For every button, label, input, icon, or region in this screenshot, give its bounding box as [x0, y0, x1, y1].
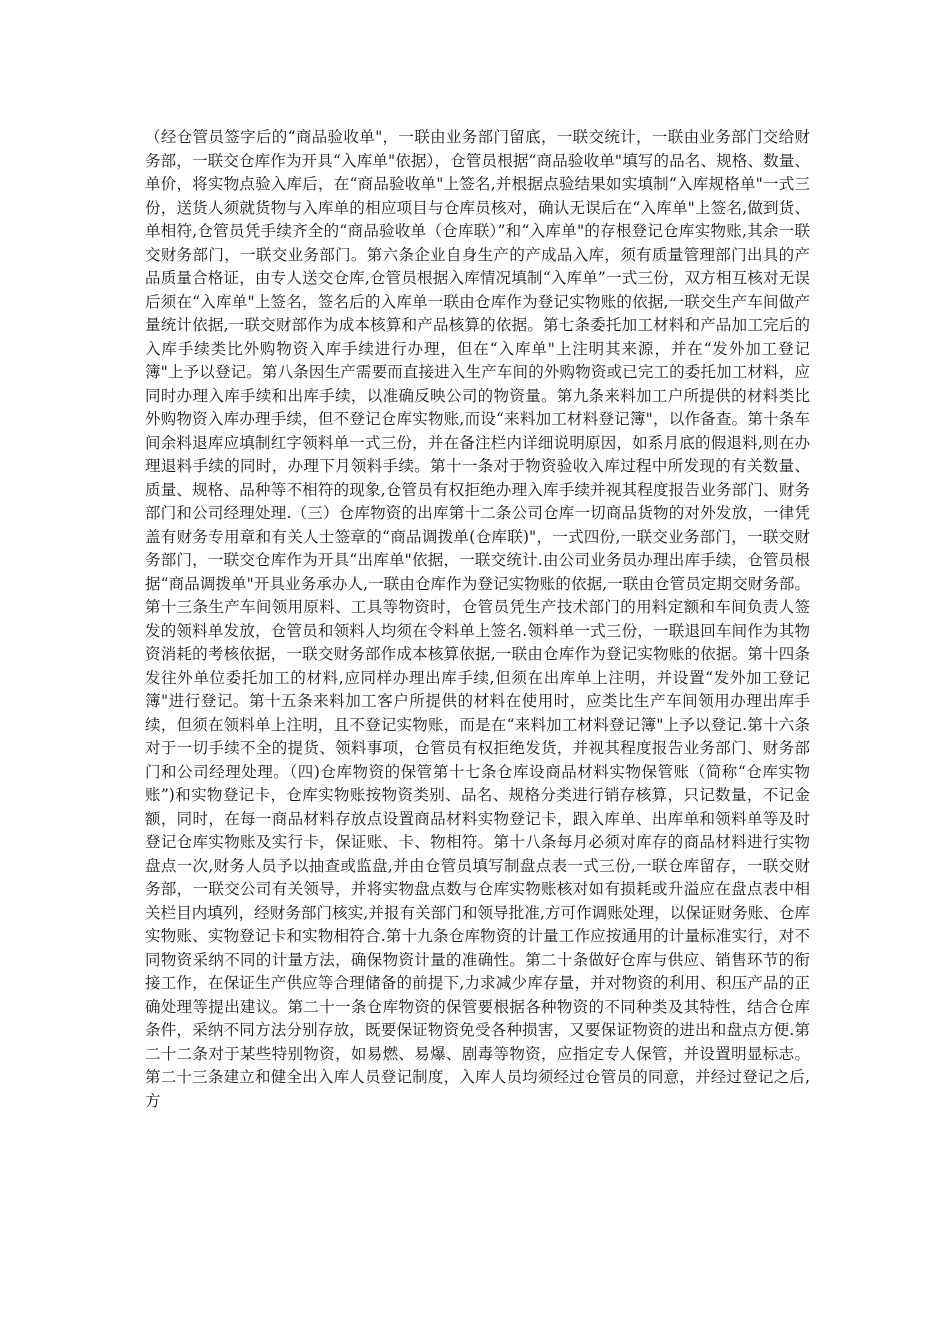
body-paragraph: （经仓管员签字后的“商品验收单"，一联由业务部门留底，一联交统计，一联由业务部门交给财务部，一联交仓库作为开具“入库单"依据），仓管员根据“商品验收单"填写的品名、规格、数量、单价，将实物点验入库后，在“商品验收单"上签名,并根据点验结果如实填制“入库规格单"一式三份，送货人须就货物与入库单的相应项目与仓库员核对，确认无误后在“入库单"上签名,做到货、单相符,仓管员凭手续齐全的“商品验收单（仓库联）”和“入库单"的存根登记仓库实物账,其余一联交财务部门，一联交业务部门。第六条企业自身生产的产成品入库，须有质量管理部门出具的产品质量合格证，由专人送交仓库,仓管员根据入库情况填制“入库单”一式三份，双方相互核对无误后须在“入库单"上签名，签名后的入库单一联由仓库作为登记实物账的依据,一联交生产车间做产量统计依据,一联交财部作为成本核算和产品核算的依据。第七条委托加工材料和产品加工完后的入库手续类比外购物资入库手续进行办理，但在“入库单"上注明其来源，并在“发外加工登记簿"上予以登记。第八条因生产需要而直接进入生产车间的外购物资或已完工的委托加工材料，应同时办理入库手续和出库手续，以准确反映公司的物资量。第九条来料加工户所提供的材料类比外购物资入库办理手续，但不登记仓库实物账,而设“来料加工材料登记簿"，以作备查。第十条车间余料退库应填制红字领料单一式三份，并在备注栏内详细说明原因，如系月底的假退料,则在办理退料手续的同时，办理下月领料手续。第十一条对于物资验收入库过程中所发现的有关数量、质量、规格、品种等不相符的现象,仓管员有权拒绝办理入库手续并视其程度报告业务部门、财务部门和公司经理处理.（三）仓库物资的出库第十二条公司仓库一切商品货物的对外发放，一律凭盖有财务专用章和有关人士签章的“商品调拨单(仓库联)"，一式四份,一联交业务部门，一联交财务部门，一联交仓库作为开具“出库单"依据，一联交统计.由公司业务员办理出库手续，仓管员根据“商品调拨单"开具业务承办人,一联由仓库作为登记实物账的依据,一联由仓管员定期交财务部。第十三条生产车间领用原料、工具等物资时，仓管员凭生产技术部门的用料定额和车间负责人签发的领料单发放，仓管员和领料人均须在令料单上签名.领料单一式三份，一联退回车间作为其物资消耗的考核依据，一联交财务部作成本核算依据,一联由仓库作为登记实物账的依据。第十四条发往外单位委托加工的材料,应同样办理出库手续,但须在出库单上注明，并设置“发外加工登记簿"进行登记。第十五条来料加工客户所提供的材料在使用时，应类比生产车间领用办理出库手续，但须在领料单上注明，且不登记实物账，而是在“来料加工材料登记簿"上予以登记.第十六条对于一切手续不全的提货、领料事项，仓管员有权拒绝发货，并视其程度报告业务部门、财务部门和公司经理处理。（四)仓库物资的保管第十七条仓库设商品材料实物保管账（简称“仓库实物账”)和实物登记卡，仓库实物账按物资类别、品名、规格分类进行销存核算，只记数量，不记金额，同时，在每一商品材料存放点设置商品材料实物登记卡，跟入库单、出库单和领料单等及时登记仓库实物账及实行卡，保证账、卡、物相符。第十八条每月必须对库存的商品材料进行实物盘点一次,财务人员予以抽查或监盘,并由仓管员填写制盘点表一式三份,一联仓库留存，一联交财务部，一联交公司有关领导，并将实物盘点数与仓库实物账核对如有损耗或升溢应在盘点表中相关栏目内填列，经财务部门核实,并报有关部门和领导批准,方可作调账处理，以保证财务账、仓库实物账、实物登记卡和实物相符合.第十九条仓库物资的计量工作应按通用的计量标准实行，对不同物资采纳不同的计量方法，确保物资计量的准确性。第二十条做好仓库与供应、销售环节的衔接工作，在保证生产供应等合理储备的前提下,力求减少库存量，并对物资的利用、积压产品的正确处理等提出建议。第二十一条仓库物资的保管要根据各种物资的不同种类及其特性，结合仓库条件，采纳不同方法分别存放，既要保证物资免受各种损害，又要保证物资的进出和盘点方便.第二十二条对于某些特别物资，如易燃、易爆、剧毒等物资，应指定专人保管，并设置明显标志。第二十三条建立和健全出入库人员登记制度，入库人员均须经过仓管员的同意，并经过登记之后,方 — [145, 128, 810, 1110]
